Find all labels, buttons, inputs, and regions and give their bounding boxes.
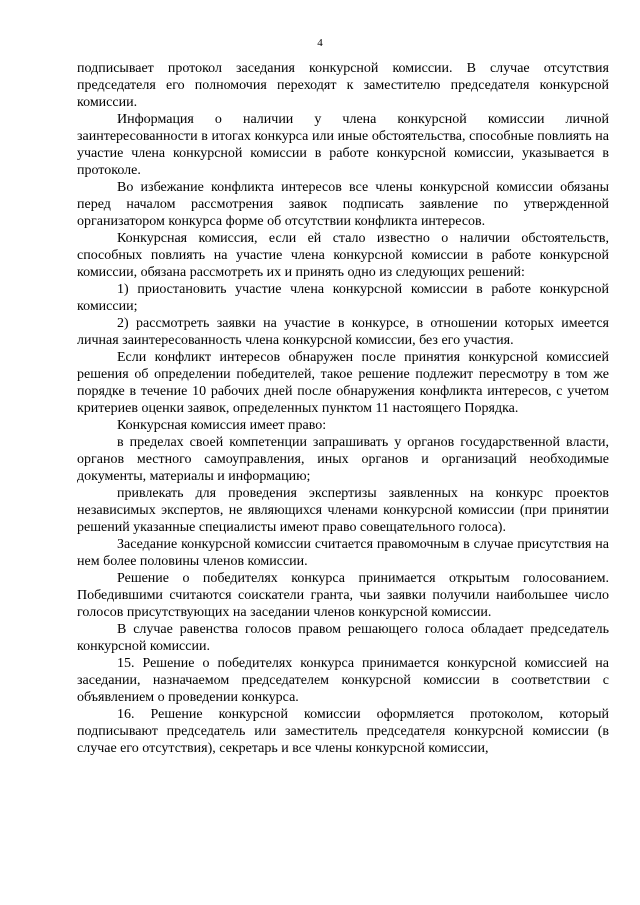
paragraph: 1) приостановить участие члена конкурсной комиссии в работе конкурсной комиссии;	[77, 282, 609, 314]
paragraph: Решение о победителях конкурса принимается открытым голосованием. Победившими считаются соискатели гранта, чьи заявки получили наибольшее число голосов присутствующих на заседании членов конкурсной комиссии.	[77, 571, 609, 620]
paragraph: привлекать для проведения экспертизы заявленных на конкурс проектов независимых экспертов, не являющихся членами конкурсной комиссии (при принятии решений указанные специалисты имеют право совещательного голоса).	[77, 486, 609, 535]
paragraph: Заседание конкурсной комиссии считается правомочным в случае присутствия на нем более половины членов комиссии.	[77, 537, 609, 569]
document-body	[77, 60, 609, 757]
paragraph: 16. Решение конкурсной комиссии оформляется протоколом, который подписывают председатель или заместитель председателя конкурсной комиссии (в случае его отсутствия), секретарь и все члены конкурсной комиссии,	[77, 707, 609, 756]
paragraph: Конкурсная комиссия, если ей стало известно о наличии обстоятельств, способных повлиять на участие члена конкурсной комиссии в работе конкурсной комиссии, обязана рассмотреть их и принять одно из следующих решений:	[77, 231, 609, 280]
paragraph: Конкурсная комиссия имеет право:	[117, 418, 327, 433]
paragraph: Во избежание конфликта интересов все члены конкурсной комиссии обязаны перед началом рассмотрения заявок подписать заявление по утвержденной организатором конкурса форме об отсутствии конфликта интересов.	[77, 180, 609, 229]
paragraph: 15. Решение о победителях конкурса принимается конкурсной комиссией на заседании, назначаемом председателем конкурсной комиссии в соответствии с объявлением о проведении конкурса.	[77, 656, 609, 705]
paragraph: подписывает протокол заседания конкурсной комиссии. В случае отсутствия председателя его полномочия переходят к заместителю председателя конкурсной комиссии.	[77, 61, 609, 110]
paragraph: 2) рассмотреть заявки на участие в конкурсе, в отношении которых имеется личная заинтересованность члена конкурсной комиссии, без его участия.	[77, 316, 609, 348]
paragraph: В случае равенства голосов правом решающего голоса обладает председатель конкурсной комиссии.	[77, 622, 609, 654]
paragraph: в пределах своей компетенции запрашивать у органов государственной власти, органов местного самоуправления, иных органов и организаций необходимые документы, материалы и информацию;	[77, 435, 609, 484]
paragraph: Если конфликт интересов обнаружен после принятия конкурсной комиссией решения об определении победителей, такое решение подлежит пересмотру в том же порядке в течение 10 рабочих дней после обнаружения конфликта интересов, с учетом критериев оценки заявок, определенных пунктом 11 настоящего Порядка.	[77, 350, 609, 416]
page-number: 4	[317, 37, 323, 49]
paragraph: Информация о наличии у члена конкурсной комиссии личной заинтересованности в итогах конкурса или иные обстоятельства, способные повлиять на участие члена конкурсной комиссии в работе конкурсной комиссии, указывается в протоколе.	[77, 112, 609, 178]
